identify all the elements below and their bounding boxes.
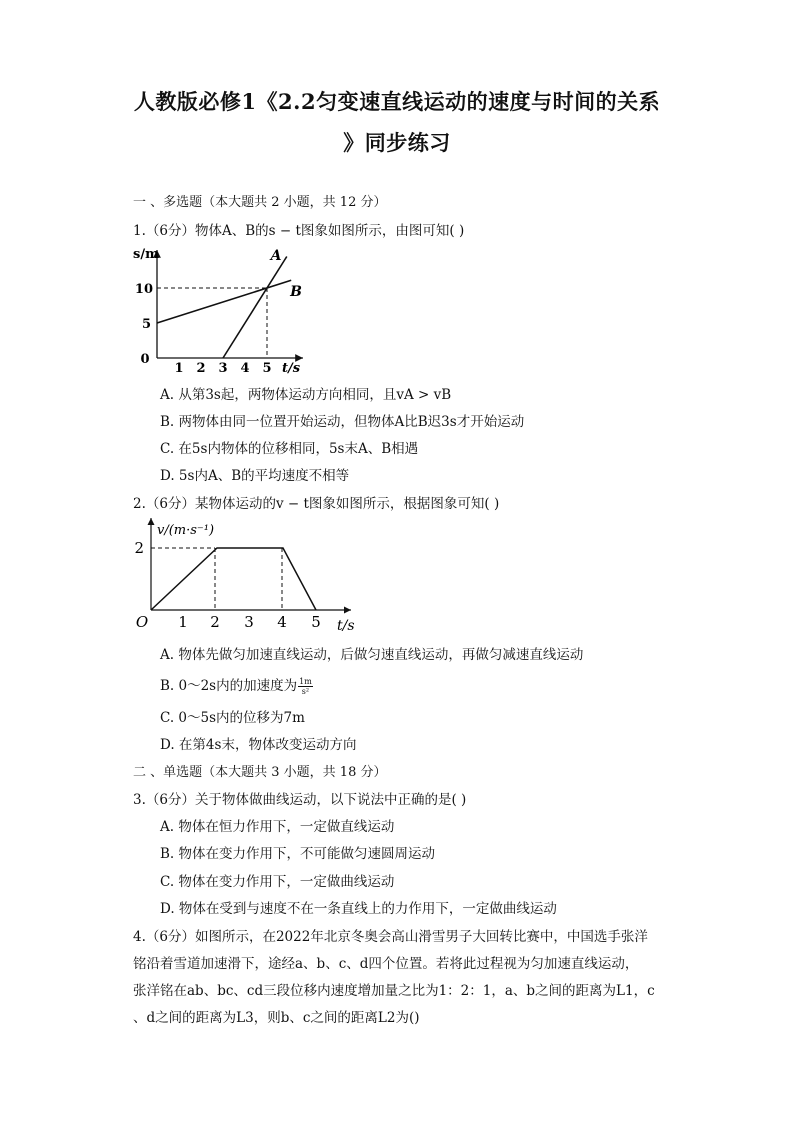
q2-x-tick-5: 5	[311, 613, 321, 631]
q1-x-tick-4: 4	[240, 361, 250, 375]
question-4-line-1: 4.（6分）如图所示，在2022年北京冬奥会高山滑雪男子大回转比赛中，中国选手张洋	[133, 929, 648, 945]
q2-series-line	[151, 548, 316, 610]
q1-x-tick-2: 2	[196, 361, 206, 375]
question-1-st-graph	[133, 240, 313, 375]
question-2-option-a: A. 物体先做匀加速直线运动，后做匀速直线运动，再做匀减速直线运动	[160, 647, 584, 663]
q1-x-axis-label: t/s	[282, 361, 301, 375]
q1-line-a-label: A	[270, 248, 282, 264]
question-4-line-3: 张洋铭在ab、bc、cd三段位移内速度增加量之比为1：2：1，a、b之间的距离为L1，c	[133, 983, 655, 999]
q1-y-axis-label: s/m	[133, 247, 159, 262]
q1-y-tick-5: 5	[141, 317, 151, 332]
question-2-stem: 2.（6分）某物体运动的v − t图象如图所示，根据图象可知( )	[133, 496, 500, 512]
question-1-stem: 1.（6分）物体A、B的s − t图象如图所示，由图可知( )	[133, 223, 465, 239]
q1-series-a-line	[223, 257, 287, 359]
section-heading-single-choice: 二 、单选题（本大题共 3 小题，共 18 分）	[133, 765, 387, 780]
question-1-option-b: B. 两物体由同一位置开始运动，但物体A比B迟3s才开始运动	[160, 414, 525, 430]
question-1-option-a: A. 从第3s起，两物体运动方向相同，且vA > vB	[160, 387, 452, 403]
fraction-numerator: 1m	[299, 677, 312, 686]
q2-x-tick-1: 1	[178, 613, 188, 631]
question-2-vt-graph	[133, 514, 363, 636]
q2-origin-label: O	[135, 613, 149, 631]
question-2-option-b	[160, 674, 313, 696]
q1-series-b-line	[157, 280, 291, 323]
question-3-option-a: A. 物体在恒力作用下，一定做直线运动	[160, 819, 395, 835]
q2-x-axis-label: t/s	[337, 618, 355, 634]
q2-y-tick-2: 2	[134, 539, 144, 557]
q1-x-tick-5: 5	[262, 361, 272, 375]
question-2-option-b-text: B. 0～2s内的加速度为	[160, 678, 298, 694]
page-title-line1: 人教版必修1《2.2匀变速直线运动的速度与时间的关系	[133, 89, 661, 114]
q1-x-tick-3: 3	[218, 361, 228, 375]
question-2-option-d: D. 在第4s末，物体改变运动方向	[160, 737, 357, 753]
question-1-option-c: C. 在5s内物体的位移相同，5s末A、B相遇	[160, 441, 419, 457]
question-2-option-c: C. 0～5s内的位移为7m	[160, 710, 305, 726]
question-3-option-b: B. 物体在变力作用下，不可能做匀速圆周运动	[160, 846, 436, 862]
q2-x-tick-4: 4	[277, 613, 287, 631]
q2-x-tick-2: 2	[210, 613, 220, 631]
fraction-denominator: s²	[301, 687, 310, 696]
question-4-line-4: 、d之间的距离为L3，则b、c之间的距离L2为()	[133, 1010, 420, 1026]
q1-x-tick-1: 1	[174, 361, 184, 375]
q1-y-tick-10: 10	[134, 282, 153, 297]
q1-origin-label: 0	[140, 352, 150, 367]
q1-line-b-label: B	[290, 284, 302, 300]
q2-y-axis-label: v/(m·s⁻¹)	[157, 523, 215, 538]
q2-x-tick-3: 3	[244, 613, 254, 631]
page-title-line2: 》同步练习	[343, 130, 451, 155]
question-3-stem: 3.（6分）关于物体做曲线运动，以下说法中正确的是( )	[133, 792, 467, 808]
question-3-option-c: C. 物体在变力作用下，一定做曲线运动	[160, 874, 395, 890]
question-4-line-2: 铭沿着雪道加速滑下，途经a、b、c、d四个位置。若将此过程视为匀加速直线运动，	[133, 956, 639, 972]
question-2-option-b-fraction	[298, 677, 313, 696]
question-3-option-d: D. 物体在受到与速度不在一条直线上的力作用下，一定做曲线运动	[160, 901, 557, 917]
section-heading-multiple-choice: 一 、多选题（本大题共 2 小题，共 12 分）	[133, 195, 387, 210]
question-1-option-d: D. 5s内A、B的平均速度不相等	[160, 468, 350, 484]
